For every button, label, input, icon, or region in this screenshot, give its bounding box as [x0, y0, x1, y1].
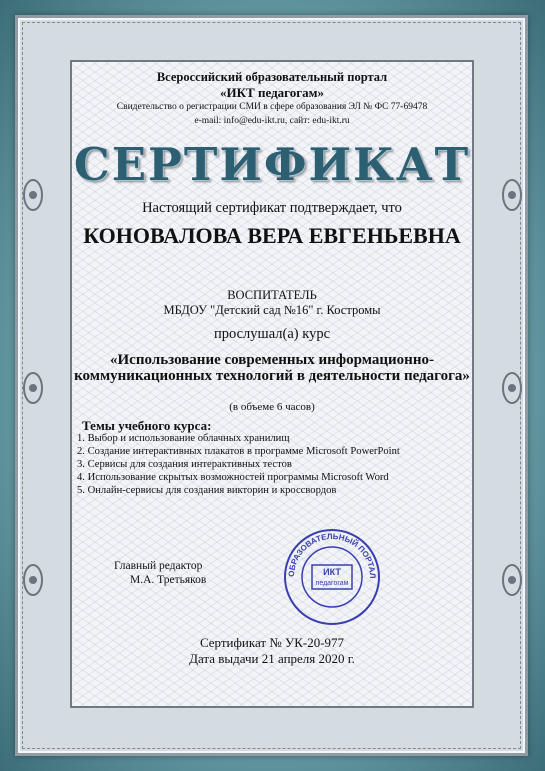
list-item: 2. Создание интерактивных плакатов в программе Microsoft PowerPoint — [77, 446, 400, 457]
stamp-center-bottom: педагогам — [315, 580, 349, 587]
list-item: 5. Онлайн-сервисы для создания викторин и кроссвордов — [77, 485, 337, 496]
certificate-number: Сертификат № УК-20-977 — [199, 635, 345, 650]
themes-list — [77, 432, 400, 497]
list-item: 4. Использование скрытых возможностей программы Microsoft Word — [77, 472, 389, 483]
ornament-icon — [20, 175, 46, 215]
ornament-icon — [20, 368, 46, 408]
editor-signature — [114, 559, 206, 587]
ornament-icon — [499, 175, 525, 215]
course-label: прослушал(а) курс — [214, 326, 330, 342]
course-hours: (в объеме 6 часов) — [229, 401, 315, 413]
ornament-icon — [20, 560, 46, 600]
course-title: «Использование современных информационно-коммуникационных технологий в деятельности педагога» — [74, 352, 470, 384]
ornament-icon — [499, 368, 525, 408]
recipient-info — [72, 288, 472, 318]
certificate-paper — [70, 60, 474, 708]
portal-name: Всероссийский образовательный портал — [156, 70, 388, 84]
registration-text: Свидетельство о регистрации СМИ в сфере образования ЭЛ № ФС 77-69478 — [116, 102, 428, 112]
recipient-organization: МБДОУ "Детский сад №16" г. Костромы — [163, 303, 381, 317]
editor-name: М.А. Третьяков — [130, 574, 207, 586]
themes-header: Темы учебного курса: — [82, 418, 212, 433]
certificate-title: СЕРТИФИКАТ — [73, 138, 471, 191]
portal-brand: «ИКТ педагогам» — [220, 85, 324, 100]
issue-date: Дата выдачи 21 апреля 2020 г. — [189, 651, 355, 666]
stamp-ring-text: ОБРАЗОВАТЕЛЬНЫЙ ПОРТАЛ — [286, 531, 378, 579]
list-item: 3. Сервисы для создания интерактивных тестов — [77, 459, 292, 470]
confirm-text: Настоящий сертификат подтверждает, что — [142, 200, 402, 216]
recipient-name: КОНОВАЛОВА ВЕРА ЕВГЕНЬЕВНА — [83, 223, 461, 248]
recipient-position: ВОСПИТАТЕЛЬ — [227, 288, 317, 302]
stamp-seal — [282, 527, 382, 627]
stamp-center-top: ИКТ — [323, 567, 341, 577]
list-item: 1. Выбор и использование облачных хранилищ — [77, 433, 290, 444]
contacts-text: e-mail: info@edu-ikt.ru, сайт: edu-ikt.ru — [194, 116, 350, 126]
ornament-icon — [499, 560, 525, 600]
editor-role: Главный редактор — [114, 560, 203, 572]
